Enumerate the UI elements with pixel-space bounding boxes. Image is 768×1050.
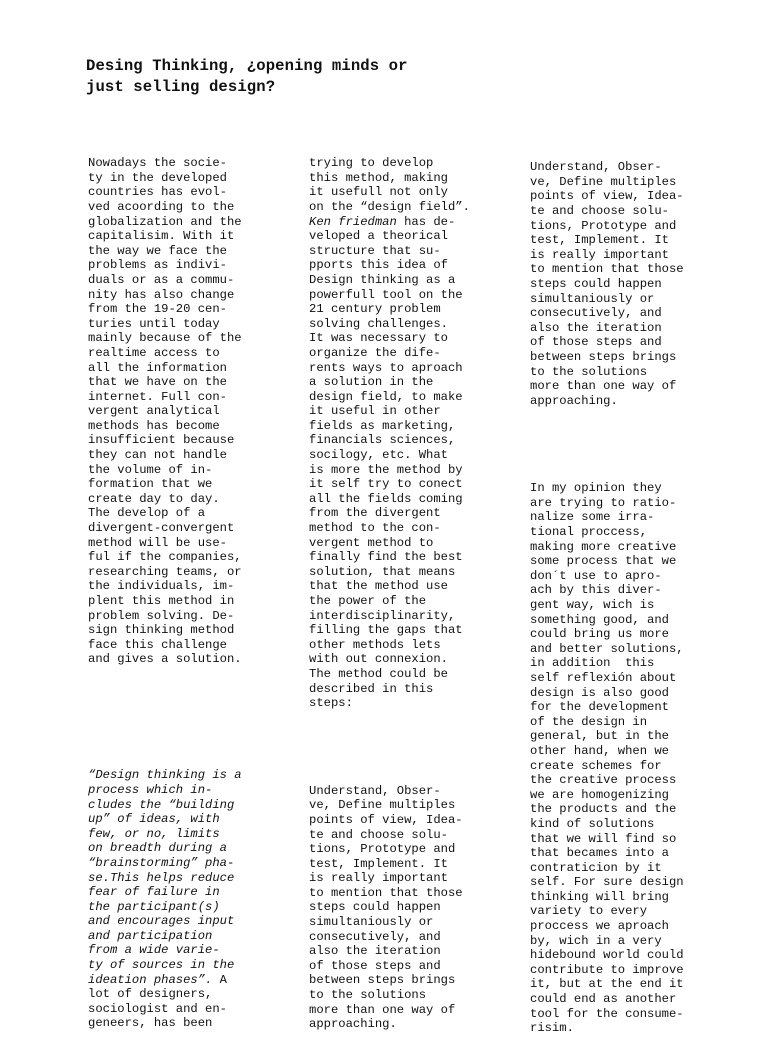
text-column-3: [530, 131, 684, 1050]
intro-paragraph: Nowadays the socie- ty in the developed countries has evol- ved acoording to the globalization and the capitalisim. With it the way we face the problems as indivi- duals or as a commu- nity has also change from the 19-20 cen- turies until today mainly because of the realtime access to all the information that we have on the internet. Full con- vergent analytical methods has become insufficient because they can not handle the volume of in- formation that we create day to day. The develop of a divergent-convergent method will be use- ful if the companies, researching teams, or the individuals, im- plent this method in problem solving. De- sign thinking method face this challenge and gives a solution.: [88, 156, 242, 667]
text-column-1: [88, 127, 242, 1046]
method-paragraph: [309, 156, 470, 711]
steps-paragraph: Understand, Obser- ve, Define multiples points of view, Idea- te and choose solu- tions, Prototype and test, Implement. It is really important to mention that those steps could happen simultaniously or consecutively, and also the iteration of those steps and between steps brings to the solutions more than one way of approaching.: [309, 783, 463, 1032]
quote-continuation: A lot of designers, sociologist and en- geneers, has been: [88, 972, 227, 1031]
method-text-start: trying to develop this method, making it usefull not only on the “design field”.: [309, 156, 470, 214]
article-title: Desing Thinking, ¿opening minds or just selling design?: [86, 57, 408, 96]
steps-paragraph-repeat: Understand, Obser- ve, Define multiples points of view, Idea- te and choose solu- tions, Prototype and test, Implement. It is really important to mention that those steps could happen simultaniously or consecutively, and also the iteration of those steps and between steps brings to the solutions more than one way of approaching.: [530, 160, 684, 408]
opinion-paragraph: In my opinion they are trying to ratio- nalize some irra- tional proccess, making more creative some process that we don´t use to apro- ach by this diver- gent way, wich is something good, and could bring us more and better solutions, in addition this self reflexión about design is also good for the development of the design in general, but in the other hand, when we create schemes for the creative process we are homogenizing the products and the kind of solutions that we will find so that becames into a contraticion by it self. For sure design thinking will bring variety to every proccess we aproach by, wich in a very hidebound world could contribute to improve it, but at the end it could end as another tool for the consume- risim.: [530, 481, 684, 1036]
author-name: Ken friedman: [309, 214, 397, 229]
design-thinking-quote: “Design thinking is a process which in- cludes the “building up” of ideas, with few, or no, limits on breadth during a “brainstorming” pha- se.This helps reduce fear of failure in the participant(s) and encourages input and participation from a wide varie- ty of sources in the ideation phases”.: [88, 768, 242, 987]
method-text-rest: has de- veloped a theorical structure that su- pports this idea of Design thinking as a powerfull tool on the 21 century problem solving challenges. It was necessary to organize the dife- rents ways to aproach a solution in the design field, to make it useful in other fields as marketing, financials sciences, socilogy, etc. What is more the method by it self try to conect all the fields coming from the divergent method to the con- vergent method to finally find the best solution, that means that the method use the power of the interdisciplinarity, filling the gaps that other methods lets with out connexion. The method could be described in this steps:: [309, 214, 463, 711]
quote-paragraph: [88, 768, 242, 1031]
text-column-2: [309, 127, 470, 1046]
